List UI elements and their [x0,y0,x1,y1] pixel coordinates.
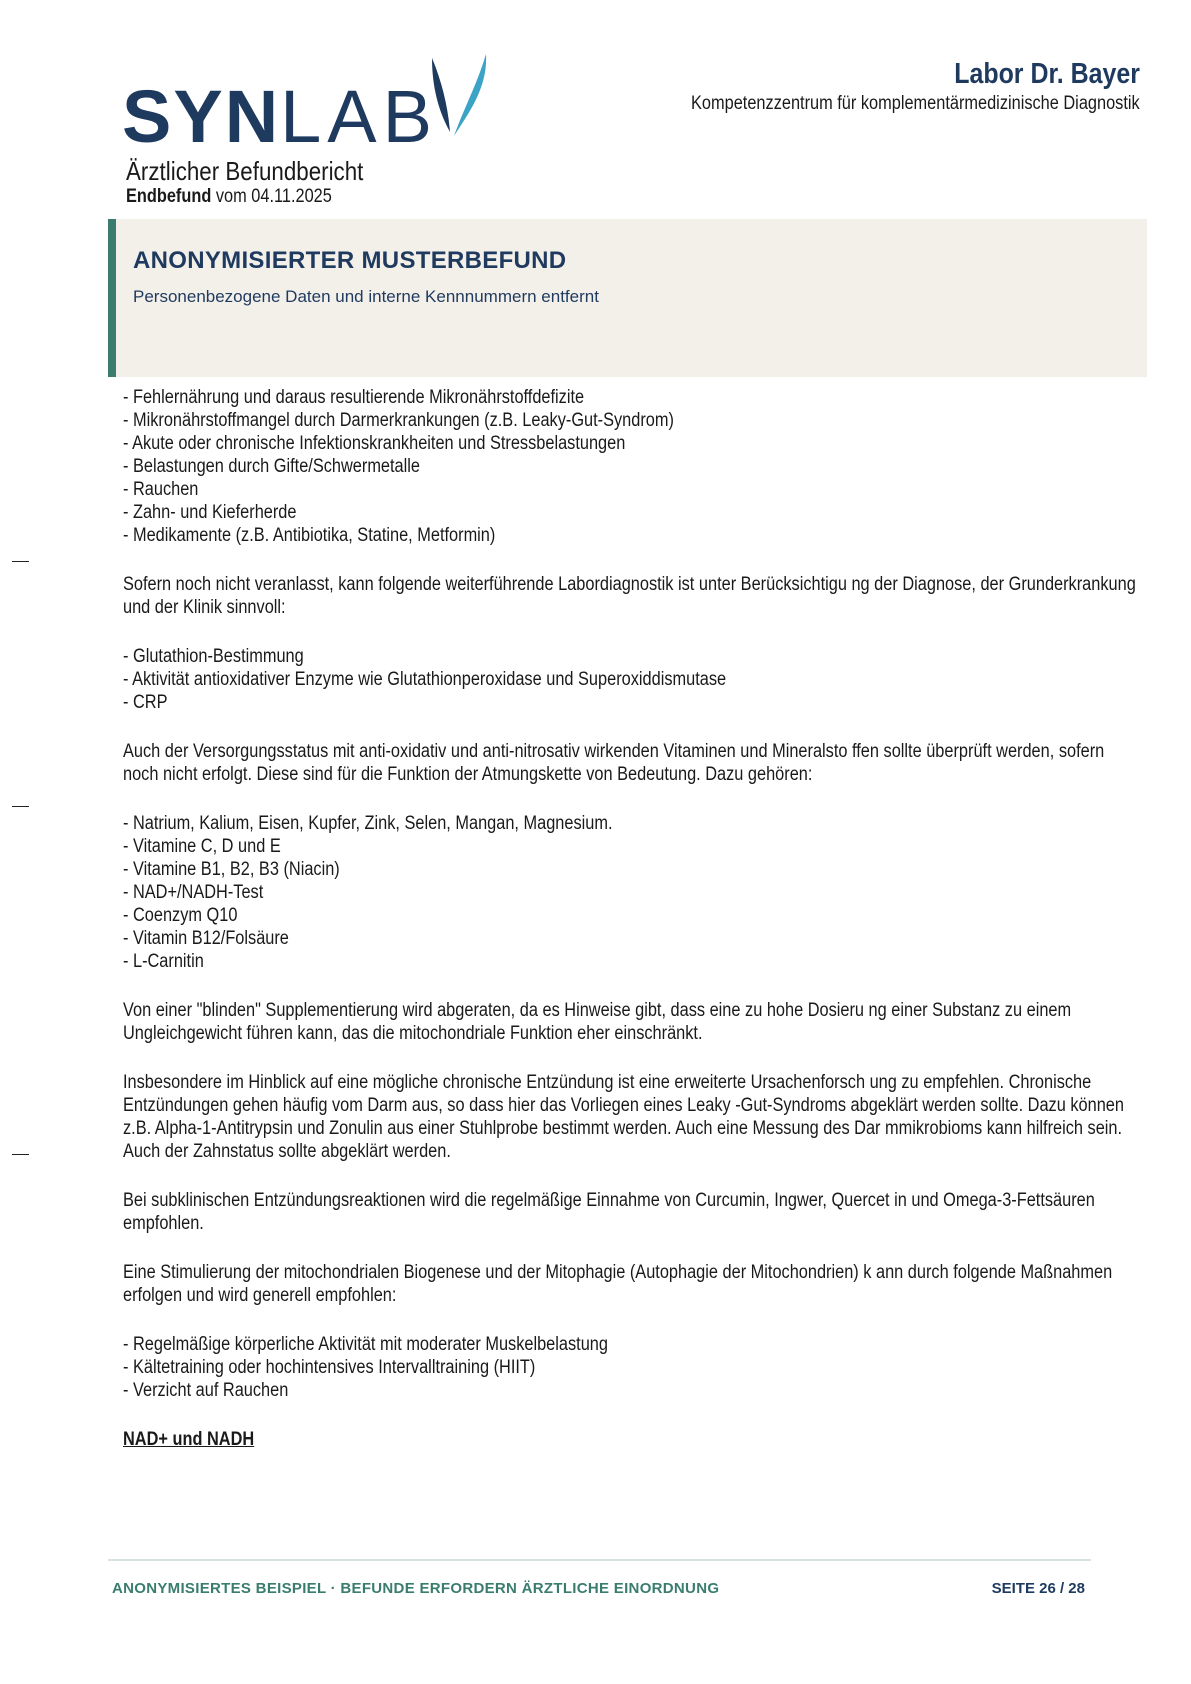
report-title: Ärztlicher Befundbericht [126,156,364,186]
report-status [126,186,365,208]
list-item: - NAD+/NADH-Test [123,882,264,903]
list-item: - Vitamine B1, B2, B3 (Niacin) [123,859,340,880]
margin-tick [12,561,29,562]
list-item: - Mikronährstoffmangel durch Darmerkrankungen (z.B. Leaky-Gut-Syndrom) [123,410,674,431]
anonymized-banner [108,219,1147,377]
status-date: vom 04.11.2025 [211,186,332,207]
lab-name: Labor Dr. Bayer [954,58,1140,90]
diagnostics-list [123,645,1143,714]
footer-note: ANONYMISIERTES BEISPIEL · BEFUNDE ERFORDERN ÄRZTLICHE EINORDNUNG [112,1580,720,1597]
measures-list [123,1333,1143,1402]
banner-subtitle: Personenbezogene Daten und interne Kennnummern entfernt [133,287,599,306]
paragraph-inflammation: Insbesondere im Hinblick auf eine mögliche chronische Entzündung ist eine erweiterte Ursachenforsch ung zu empfehlen. Chronische Entzündungen gehen häufig vom Darm aus, so dass hier das Vorliegen eines Leaky -Gut-Syndroms abgeklärt werden sollte. Dazu können z.B. Alpha-1-Antitrypsin und Zonulin aus einer Stuhlprobe bestimmt werden. Auch eine Messung des Dar mmikrobioms kann hilfreich sein. Auch der Zahnstatus sollte abgeklärt werden. [123,1072,1124,1162]
banner-title: ANONYMISIERTER MUSTERBEFUND [133,247,567,274]
synlab-logo [122,52,502,158]
list-item: - Natrium, Kalium, Eisen, Kupfer, Zink, Selen, Mangan, Magnesium. [123,813,613,834]
list-item: - Zahn- und Kieferherde [123,502,297,523]
list-item: - Rauchen [123,479,199,500]
status-bold: Endbefund [126,186,212,207]
list-item: - Glutathion-Bestimmung [123,646,304,667]
list-item: - Verzicht auf Rauchen [123,1380,289,1401]
list-item: - Belastungen durch Gifte/Schwermetalle [123,456,420,477]
footer-divider [108,1559,1091,1561]
section-heading: NAD+ und NADH [123,1429,255,1450]
logo-syn: SYN [122,75,281,158]
list-item: - L-Carnitin [123,951,204,972]
list-item: - Akute oder chronische Infektionskrankheiten und Stressbelastungen [123,433,626,454]
logo-lab: LAB [280,75,439,158]
margin-tick [12,806,29,807]
paragraph-supplementation: Von einer "blinden" Supplementierung wird abgeraten, da es Hinweise gibt, dass eine zu hohe Dosieru ng einer Substanz zu einem Ungleichgewicht führen kann, das die mitochondriale Funktion eher einschränkt. [123,1000,1072,1044]
list-item: - Aktivität antioxidativer Enzyme wie Glutathionperoxidase und Superoxiddismutase [123,669,727,690]
report-body [123,386,1143,1451]
list-item: - Regelmäßige körperliche Aktivität mit moderater Muskelbelastung [123,1334,608,1355]
paragraph-diagnostics-intro: Sofern noch nicht veranlasst, kann folgende weiterführende Labordiagnostik ist unter Berücksichtigu ng der Diagnose, der Grunderkrankung und der Klinik sinnvoll: [123,574,1136,618]
list-item: - CRP [123,692,168,713]
list-item: - Medikamente (z.B. Antibiotika, Statine, Metformin) [123,525,496,546]
lab-tagline: Kompetenzzentrum für komplementärmedizinische Diagnostik [691,93,1140,114]
list-item: - Fehlernährung und daraus resultierende Mikronährstoffdefizite [123,387,585,408]
nutrients-list [123,812,1143,973]
logo-leaf-icon [428,52,498,142]
list-item: - Kältetraining oder hochintensives Intervalltraining (HIIT) [123,1357,536,1378]
list-item: - Vitamin B12/Folsäure [123,928,289,949]
paragraph-biogenesis: Eine Stimulierung der mitochondrialen Biogenese und der Mitophagie (Autophagie der Mitochondrien) k ann durch folgende Maßnahmen erfolgen und wird generell empfohlen: [123,1262,1113,1306]
paragraph-subclinical: Bei subklinischen Entzündungsreaktionen wird die regelmäßige Einnahme von Curcumin, Ingwer, Quercet in und Omega-3-Fettsäuren empfohlen. [123,1190,1095,1234]
banner-accent-bar [108,219,116,377]
logo-wordmark [122,75,439,158]
page-number: SEITE 26 / 28 [991,1580,1085,1597]
causes-list [123,386,1143,547]
list-item: - Coenzym Q10 [123,905,238,926]
list-item: - Vitamine C, D und E [123,836,281,857]
margin-tick [12,1154,29,1155]
paragraph-supply-status: Auch der Versorgungsstatus mit anti-oxidativ und anti-nitrosativ wirkenden Vitaminen und Mineralsto ffen sollte überprüft werden, sofern noch nicht erfolgt. Diese sind für die Funktion der Atmungskette von Bedeutung. Dazu gehören: [123,741,1105,785]
